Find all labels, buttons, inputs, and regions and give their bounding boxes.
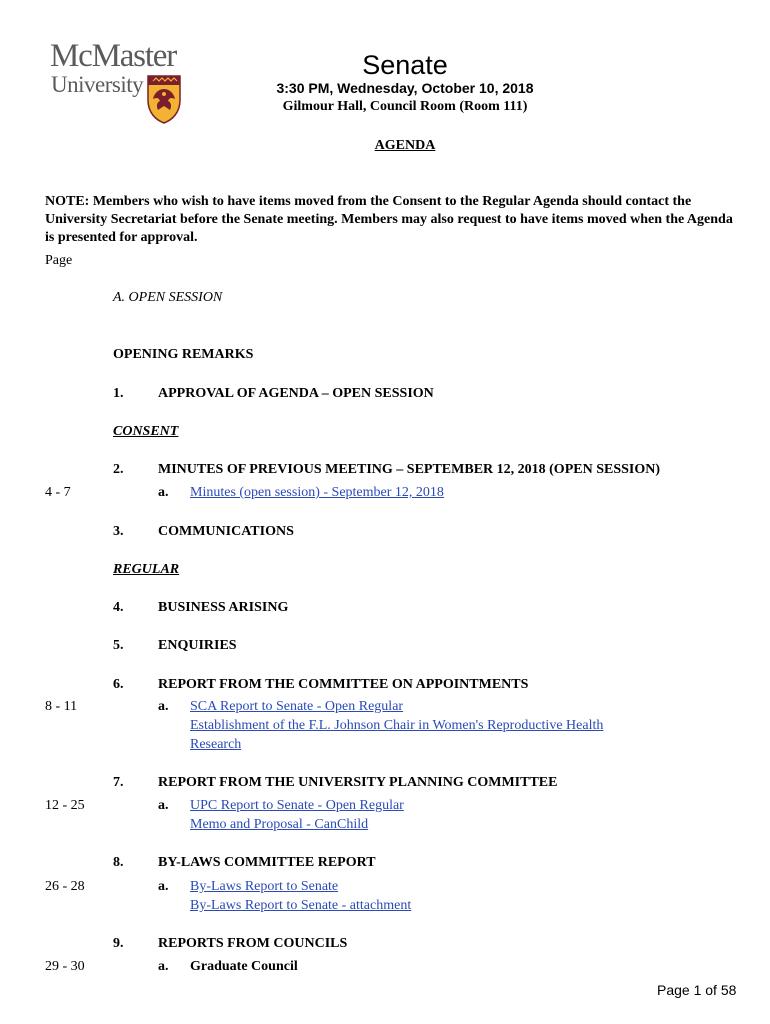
section-regular: REGULAR: [113, 562, 180, 577]
sub-item-letter: a.: [158, 485, 169, 500]
section-consent: CONSENT: [113, 424, 179, 439]
item-title: MINUTES OF PREVIOUS MEETING – SEPTEMBER 12, 2018 (OPEN SESSION): [158, 462, 660, 477]
link-minutes-open-session[interactable]: Minutes (open session) - September 12, 2018: [190, 485, 444, 500]
link-bylaws-attachment[interactable]: By-Laws Report to Senate - attachment: [190, 898, 412, 913]
item-title: ENQUIRIES: [158, 638, 237, 653]
item-number: 5.: [113, 638, 124, 653]
page-title: Senate: [362, 50, 448, 80]
sub-item-letter: a.: [158, 959, 169, 974]
sub-item-letter: a.: [158, 699, 169, 714]
item-number: 1.: [113, 386, 124, 401]
page-range: 4 - 7: [45, 485, 71, 500]
link-sca-report[interactable]: SCA Report to Senate - Open Regular: [190, 699, 404, 714]
item-title: BY-LAWS COMMITTEE REPORT: [158, 855, 376, 870]
section-open-session: A. OPEN SESSION: [113, 290, 223, 305]
logo-wordmark-university: University: [51, 72, 144, 97]
item-title: COMMUNICATIONS: [158, 524, 294, 539]
page-column-label: Page: [45, 253, 73, 268]
link-canchild-proposal[interactable]: Memo and Proposal - CanChild: [190, 817, 369, 832]
agenda-note: NOTE: Members who wish to have items moved from the Consent to the Regular Agenda should contact the University Secretariat before the Senate meeting. Members may also request to have items moved when the Agenda is presented for approval.: [45, 194, 733, 245]
item-number: 4.: [113, 600, 124, 615]
page-range: 26 - 28: [45, 879, 85, 894]
item-title: REPORTS FROM COUNCILS: [158, 936, 348, 951]
page-range: 12 - 25: [45, 798, 85, 813]
item-title: BUSINESS ARISING: [158, 600, 289, 615]
agenda-heading: AGENDA: [374, 138, 436, 153]
page-indicator: Page 1 of 58: [657, 982, 737, 998]
meeting-location: Gilmour Hall, Council Room (Room 111): [282, 99, 528, 114]
meeting-time: 3:30 PM, Wednesday, October 10, 2018: [276, 80, 534, 96]
sub-item-letter: a.: [158, 798, 169, 813]
link-bylaws-report[interactable]: By-Laws Report to Senate: [190, 879, 339, 894]
link-johnson-chair[interactable]: Establishment of the F.L. Johnson Chair in Women's Reproductive Health: [190, 718, 604, 733]
item-number: 6.: [113, 677, 124, 692]
sub-item-graduate-council: Graduate Council: [190, 959, 298, 974]
item-number: 9.: [113, 936, 124, 951]
sub-item-letter: a.: [158, 879, 169, 894]
item-number: 8.: [113, 855, 124, 870]
section-opening-remarks: OPENING REMARKS: [113, 347, 254, 362]
item-title: REPORT FROM THE UNIVERSITY PLANNING COMMITTEE: [158, 775, 558, 790]
item-number: 3.: [113, 524, 124, 539]
logo-wordmark-mcmaster: McMaster: [50, 38, 177, 74]
link-upc-report[interactable]: UPC Report to Senate - Open Regular: [190, 798, 404, 813]
item-title: APPROVAL OF AGENDA – OPEN SESSION: [158, 386, 434, 401]
item-number: 7.: [113, 775, 124, 790]
item-number: 2.: [113, 462, 124, 477]
page-range: 29 - 30: [45, 959, 85, 974]
link-johnson-chair-continued[interactable]: Research: [190, 737, 242, 752]
page-range: 8 - 11: [45, 699, 78, 714]
item-title: REPORT FROM THE COMMITTEE ON APPOINTMENTS: [158, 677, 529, 692]
